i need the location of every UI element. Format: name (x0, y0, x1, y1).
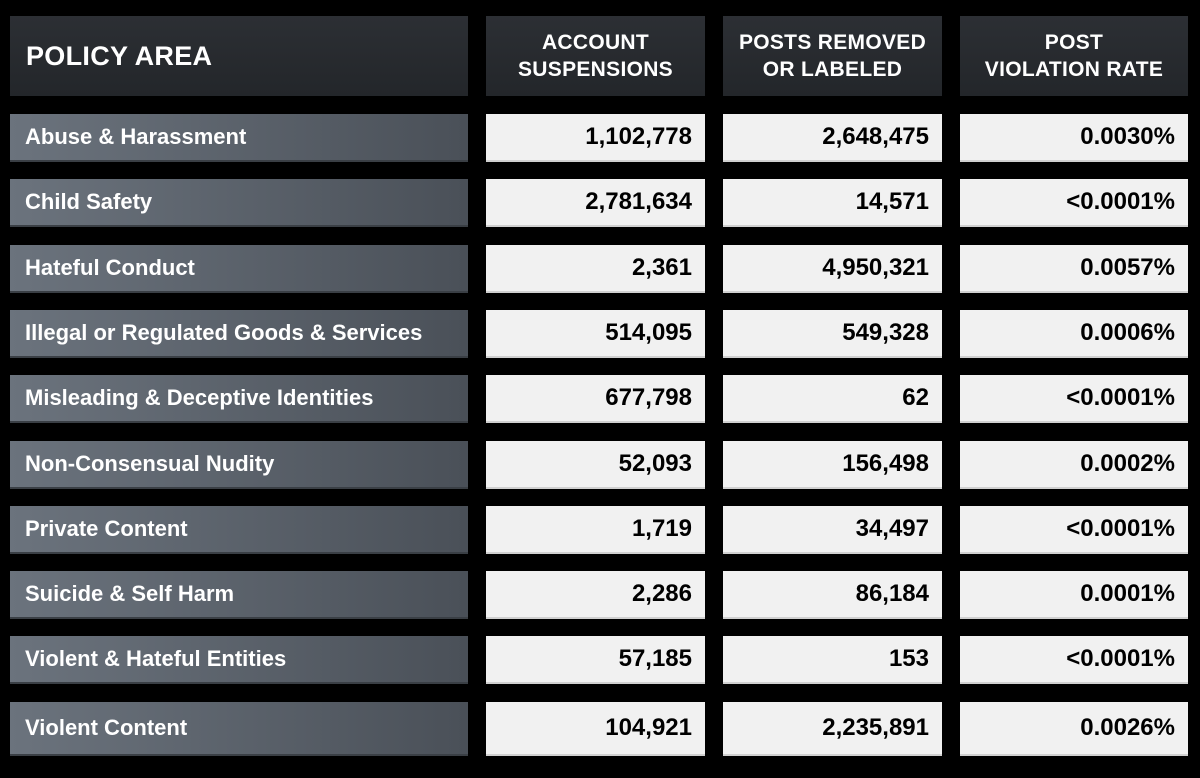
account-suspensions-cell: 677,798 (486, 375, 705, 423)
violation-rate-cell: 0.0001% (960, 571, 1188, 619)
violation-rate-cell: <0.0001% (960, 179, 1188, 227)
policy-area-cell: Illegal or Regulated Goods & Services (10, 310, 468, 358)
violation-rate-cell: 0.0002% (960, 441, 1188, 489)
violation-rate-cell: 0.0006% (960, 310, 1188, 358)
policy-area-cell: Misleading & Deceptive Identities (10, 375, 468, 423)
header-posts-removed-line2: OR LABELED (762, 58, 903, 81)
violation-rate-cell: <0.0001% (960, 636, 1188, 684)
account-suspensions-cell: 57,185 (486, 636, 705, 684)
policy-area-cell: Violent & Hateful Entities (10, 636, 468, 684)
policy-area-cell: Private Content (10, 506, 468, 554)
header-account-suspensions (486, 16, 705, 96)
header-posts-removed-line1: POSTS REMOVED (738, 31, 927, 54)
header-violation-rate-line2: VIOLATION RATE (984, 58, 1164, 81)
policy-area-cell: Violent Content (10, 702, 468, 756)
posts-removed-cell: 549,328 (723, 310, 942, 358)
account-suspensions-cell: 1,719 (486, 506, 705, 554)
violation-rate-cell: <0.0001% (960, 375, 1188, 423)
violation-rate-cell: 0.0057% (960, 245, 1188, 293)
policy-area-cell: Child Safety (10, 179, 468, 227)
posts-removed-cell: 86,184 (723, 571, 942, 619)
header-violation-rate-line1: POST (1044, 31, 1104, 54)
posts-removed-cell: 62 (723, 375, 942, 423)
violation-rate-cell: 0.0030% (960, 114, 1188, 162)
header-posts-removed (723, 16, 942, 96)
account-suspensions-cell: 1,102,778 (486, 114, 705, 162)
account-suspensions-cell: 2,781,634 (486, 179, 705, 227)
violation-rate-cell: <0.0001% (960, 506, 1188, 554)
posts-removed-cell: 2,648,475 (723, 114, 942, 162)
account-suspensions-cell: 104,921 (486, 702, 705, 756)
violation-rate-cell: 0.0026% (960, 702, 1188, 756)
header-account-suspensions-line2: SUSPENSIONS (517, 58, 673, 81)
account-suspensions-cell: 514,095 (486, 310, 705, 358)
policy-area-cell: Hateful Conduct (10, 245, 468, 293)
policy-area-cell: Non-Consensual Nudity (10, 441, 468, 489)
header-violation-rate (960, 16, 1188, 96)
posts-removed-cell: 153 (723, 636, 942, 684)
header-account-suspensions-line1: ACCOUNT (541, 31, 650, 54)
posts-removed-cell: 4,950,321 (723, 245, 942, 293)
account-suspensions-cell: 2,286 (486, 571, 705, 619)
posts-removed-cell: 156,498 (723, 441, 942, 489)
posts-removed-cell: 34,497 (723, 506, 942, 554)
account-suspensions-cell: 2,361 (486, 245, 705, 293)
header-policy-area: POLICY AREA (10, 16, 468, 96)
account-suspensions-cell: 52,093 (486, 441, 705, 489)
posts-removed-cell: 14,571 (723, 179, 942, 227)
policy-area-cell: Suicide & Self Harm (10, 571, 468, 619)
posts-removed-cell: 2,235,891 (723, 702, 942, 756)
policy-area-cell: Abuse & Harassment (10, 114, 468, 162)
